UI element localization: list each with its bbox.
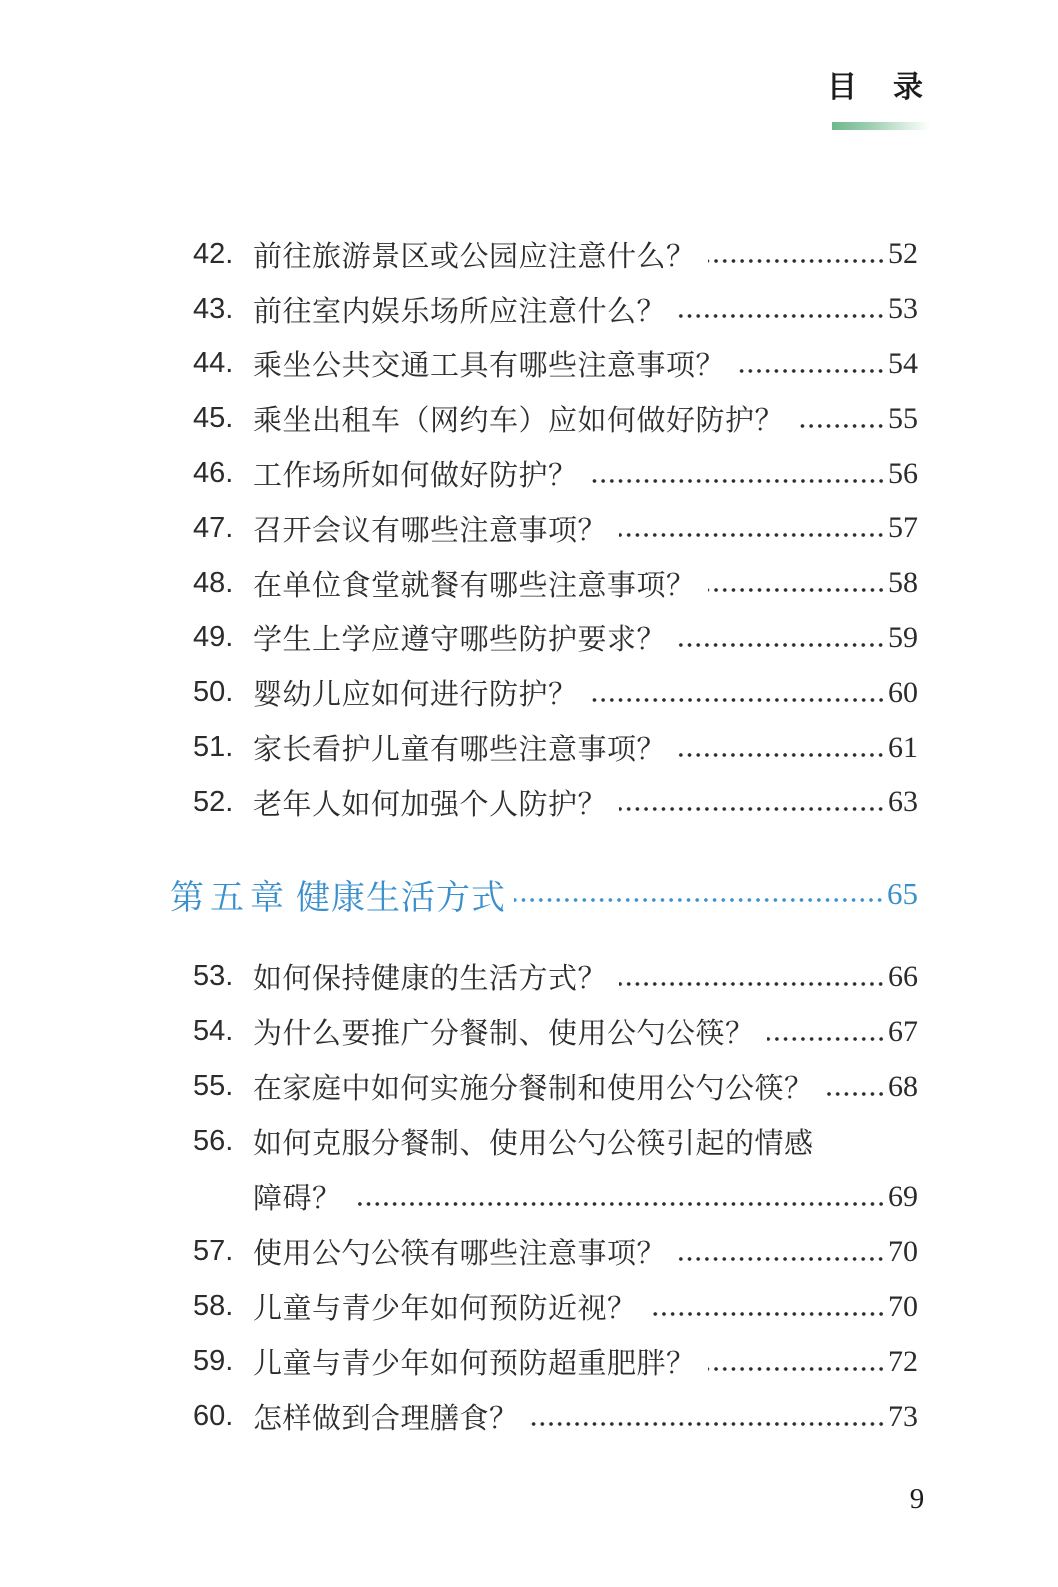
entry-page: 59 xyxy=(888,620,918,654)
entry-number: 53. xyxy=(193,960,234,992)
entry-number: 50. xyxy=(193,676,234,709)
dot-leader xyxy=(619,806,885,812)
dot-leader xyxy=(678,313,885,319)
toc-entry xyxy=(193,1279,918,1334)
dot-leader xyxy=(796,423,885,429)
entry-page: 70 xyxy=(888,1234,918,1268)
dot-leader xyxy=(590,478,885,484)
entry-number: 60. xyxy=(193,1400,234,1432)
entry-page: 53 xyxy=(888,292,918,326)
folio-page-number: 9 xyxy=(909,1483,925,1515)
entry-title: 使用公勺公筷有哪些注意事项？ xyxy=(253,1238,667,1270)
toc-entry xyxy=(193,1059,918,1114)
toc-entry xyxy=(193,337,918,392)
entry-number: 58. xyxy=(193,1290,234,1322)
entry-number: 48. xyxy=(193,566,234,599)
entry-number: 57. xyxy=(193,1235,234,1267)
dot-leader xyxy=(514,897,884,903)
entry-page: 55 xyxy=(888,401,918,435)
entry-number: 49. xyxy=(193,621,234,654)
dot-leader xyxy=(708,258,885,264)
toc-entry xyxy=(193,446,918,501)
toc-entry xyxy=(193,665,918,720)
entry-page: 52 xyxy=(888,237,918,271)
dot-leader xyxy=(531,1421,885,1427)
dot-leader xyxy=(826,1091,885,1097)
toc-entry xyxy=(193,949,918,1004)
dot-leader xyxy=(354,1201,885,1207)
entry-page: 60 xyxy=(888,675,918,709)
entry-title: 儿童与青少年如何预防超重肥胖？ xyxy=(253,1348,696,1380)
entry-page: 68 xyxy=(888,1069,918,1103)
toc-entry xyxy=(193,282,918,337)
entry-page: 70 xyxy=(888,1289,918,1323)
toc-entry-wrapped-line-2 xyxy=(193,1169,918,1224)
entry-title: 婴幼儿应如何进行防护？ xyxy=(253,679,578,712)
toc-entry xyxy=(193,1004,918,1059)
chapter-label: 第五章 xyxy=(170,878,290,917)
toc-header xyxy=(827,73,931,103)
entry-title: 乘坐出租车（网约车）应如何做好防护？ xyxy=(253,405,785,438)
toc-section-chapter5-items xyxy=(193,949,918,1444)
entry-title: 儿童与青少年如何预防近视？ xyxy=(253,1293,637,1325)
entry-title: 工作场所如何做好防护？ xyxy=(253,460,578,493)
entry-title: 为什么要推广分餐制、使用公勺公筷？ xyxy=(253,1018,755,1050)
dot-leader xyxy=(678,1256,885,1262)
page-title xyxy=(827,73,923,103)
toc-entry xyxy=(193,1334,918,1389)
entry-title: 障碍？ xyxy=(253,1183,342,1215)
entry-number: 42. xyxy=(193,237,234,270)
header-gradient-bar xyxy=(832,122,930,130)
toc-entry xyxy=(193,611,918,666)
toc-entry xyxy=(193,775,918,830)
entry-page: 56 xyxy=(888,456,918,490)
entry-page: 67 xyxy=(888,1014,918,1048)
entry-title: 召开会议有哪些注意事项？ xyxy=(253,514,608,547)
entry-page: 73 xyxy=(888,1399,918,1433)
toc-entry xyxy=(193,720,918,775)
entry-title: 怎样做到合理膳食？ xyxy=(253,1403,519,1435)
dot-leader xyxy=(649,1311,885,1317)
dot-leader xyxy=(678,642,885,648)
entry-page: 72 xyxy=(888,1344,918,1378)
dot-leader xyxy=(737,368,885,374)
toc-entry xyxy=(193,1389,918,1444)
entry-page: 57 xyxy=(888,511,918,545)
entry-title: 在单位食堂就餐有哪些注意事项？ xyxy=(253,569,696,602)
toc-section-chapter4-items xyxy=(193,227,918,830)
entry-number: 54. xyxy=(193,1015,234,1047)
entry-page: 69 xyxy=(888,1179,918,1213)
entry-number: 46. xyxy=(193,457,234,490)
dot-leader xyxy=(708,587,885,593)
toc-entry xyxy=(193,556,918,611)
entry-title: 在家庭中如何实施分餐制和使用公勺公筷？ xyxy=(253,1073,814,1105)
entry-number: 44. xyxy=(193,347,234,380)
entry-number: 47. xyxy=(193,511,234,544)
page-title-char-1: 目 xyxy=(827,71,857,104)
entry-number: 52. xyxy=(193,785,234,818)
entry-title: 学生上学应遵守哪些防护要求？ xyxy=(253,624,667,657)
toc-entry xyxy=(193,227,918,282)
toc-entry xyxy=(193,501,918,556)
entry-number: 43. xyxy=(193,292,234,325)
entry-title: 家长看护儿童有哪些注意事项？ xyxy=(253,734,667,767)
dot-leader xyxy=(590,697,885,703)
entry-title: 前往室内娱乐场所应注意什么？ xyxy=(253,295,667,328)
chapter-heading xyxy=(170,866,918,922)
entry-title: 如何克服分餐制、使用公勺公筷引起的情感 xyxy=(253,1128,814,1160)
entry-page: 58 xyxy=(888,566,918,600)
toc-entry xyxy=(193,391,918,446)
entry-page: 61 xyxy=(888,730,918,764)
entry-title: 乘坐公共交通工具有哪些注意事项？ xyxy=(253,350,726,383)
chapter-title: 健康生活方式 xyxy=(296,878,506,917)
entry-title: 老年人如何加强个人防护？ xyxy=(253,788,608,821)
dot-leader xyxy=(767,1036,885,1042)
dot-leader xyxy=(708,1366,885,1372)
entry-page: 66 xyxy=(888,959,918,993)
dot-leader xyxy=(619,532,885,538)
entry-number: 59. xyxy=(193,1345,234,1377)
entry-page: 54 xyxy=(888,346,918,380)
page-title-char-2: 录 xyxy=(893,71,923,104)
entry-number: 51. xyxy=(193,731,234,764)
entry-number: 56. xyxy=(193,1125,234,1157)
entry-title: 前往旅游景区或公园应注意什么？ xyxy=(253,240,696,273)
entry-number: 55. xyxy=(193,1070,234,1102)
chapter-page: 65 xyxy=(887,876,918,911)
dot-leader xyxy=(619,981,885,987)
entry-number: 45. xyxy=(193,402,234,435)
entry-title: 如何保持健康的生活方式？ xyxy=(253,963,608,995)
entry-page: 63 xyxy=(888,785,918,819)
toc-entry xyxy=(193,1224,918,1279)
toc-entry-wrapped-line-1 xyxy=(193,1114,918,1169)
dot-leader xyxy=(678,752,885,758)
